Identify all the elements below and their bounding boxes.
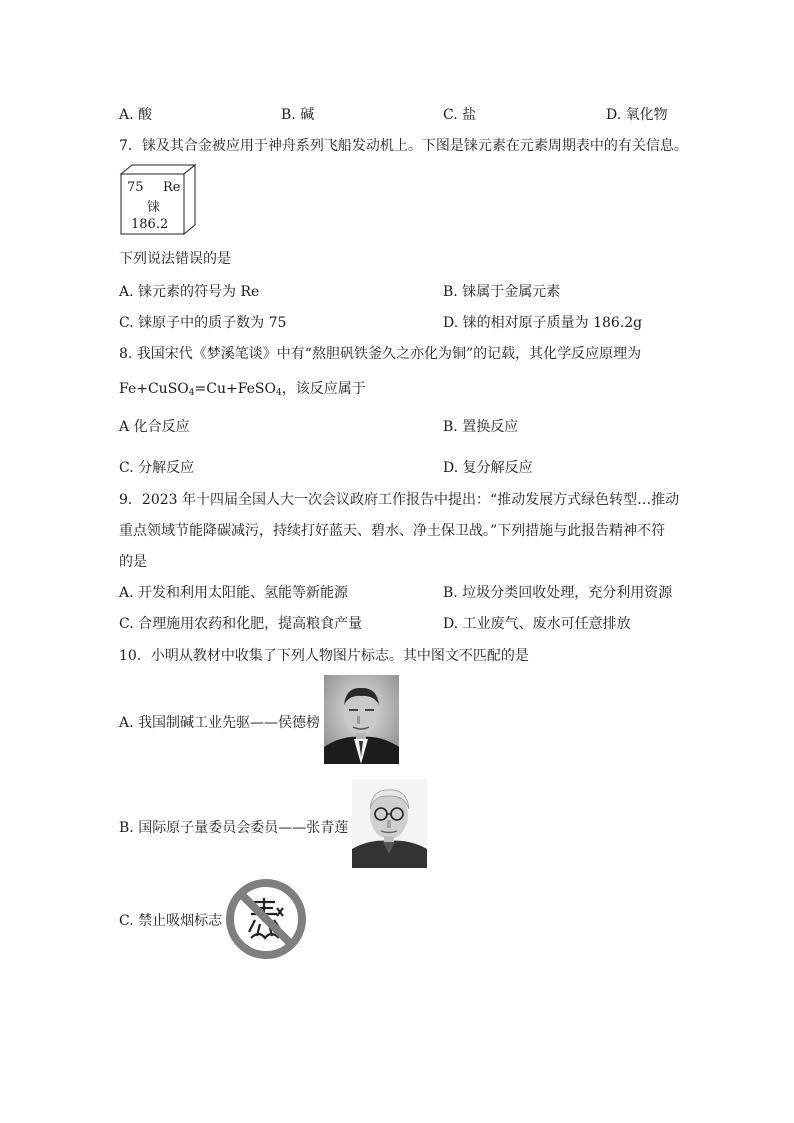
periodic-table-cell: [119, 163, 197, 235]
q6-options: [119, 104, 675, 126]
q10-option-a[interactable]: A. 我国制碱工业先驱——侯德榜: [119, 715, 321, 731]
portrait-hou-debang-image: [324, 675, 399, 764]
atomic-number: 75: [127, 180, 144, 195]
q6-option-c[interactable]: C. 盐: [443, 107, 477, 123]
portrait-zhang-qinglian-image: [352, 779, 427, 868]
q9-option-a[interactable]: A. 开发和利用太阳能、氢能等新能源: [119, 585, 349, 601]
q7-options-row1: [119, 281, 675, 303]
q8-options-row2: [119, 457, 675, 479]
q7-prompt: 下列说法错误的是: [119, 251, 231, 267]
q8-option-d[interactable]: D. 复分解反应: [443, 460, 533, 476]
q9-options-row2: [119, 613, 675, 635]
element-name: 铼: [147, 200, 161, 215]
q6-option-d[interactable]: D. 氧化物: [606, 107, 668, 123]
q6-option-a[interactable]: A. 酸: [119, 107, 153, 123]
q7-option-a[interactable]: A. 铼元素的符号为 Re: [119, 284, 260, 300]
q8-option-c[interactable]: C. 分解反应: [119, 460, 195, 476]
q9-option-c[interactable]: C. 合理施用农药和化肥，提高粮食产量: [119, 616, 363, 632]
q10-option-c[interactable]: C. 禁止吸烟标志: [119, 913, 223, 929]
element-symbol: Re: [163, 180, 181, 195]
q9-stem-line2: 重点领域节能降碳减污，持续打好蓝天、碧水、净土保卫战。”下列措施与此报告精神不符: [119, 523, 666, 539]
q8-stem: 8. 我国宋代《梦溪笔谈》中有“熬胆矾铁釜久之亦化为铜”的记载，其化学反应原理为: [119, 346, 642, 362]
q8-options-row1: [119, 416, 675, 438]
atomic-mass: 186.2: [131, 217, 169, 232]
q9-option-d[interactable]: D. 工业废气、废水可任意排放: [443, 616, 631, 632]
q8-equation: Fe+CuSO$_4$=Cu+FeSO$_4$，该反应属于: [119, 381, 366, 398]
q9-stem-line1: 9．2023 年十四届全国人大一次会议政府工作报告中提出：“推动发展方式绿色转型…推动: [119, 492, 680, 508]
q9-stem-line3: 的是: [119, 554, 147, 570]
q7-stem: 7．铼及其合金被应用于神舟系列飞船发动机上。下图是铼元素在元素周期表中的有关信息。: [119, 138, 688, 154]
q9-options-row1: [119, 582, 675, 604]
q8-option-a[interactable]: A 化合反应: [119, 419, 190, 435]
q7-options-row2: [119, 312, 675, 334]
q7-option-c[interactable]: C. 铼原子中的质子数为 75: [119, 315, 287, 331]
q7-option-d[interactable]: D. 铼的相对原子质量为 186.2g: [443, 315, 643, 331]
q6-option-b[interactable]: B. 碱: [281, 107, 315, 123]
q9-option-b[interactable]: B. 垃圾分类回收处理，充分利用资源: [443, 585, 673, 601]
q10-stem: 10．小明从教材中收集了下列人物图片标志。其中图文不匹配的是: [119, 648, 529, 664]
q7-option-b[interactable]: B. 铼属于金属元素: [443, 284, 561, 300]
no-smoking-sign-icon: [225, 878, 307, 960]
q10-option-b[interactable]: B. 国际原子量委员会委员——张青莲: [119, 820, 349, 836]
q8-option-b[interactable]: B. 置换反应: [443, 419, 519, 435]
